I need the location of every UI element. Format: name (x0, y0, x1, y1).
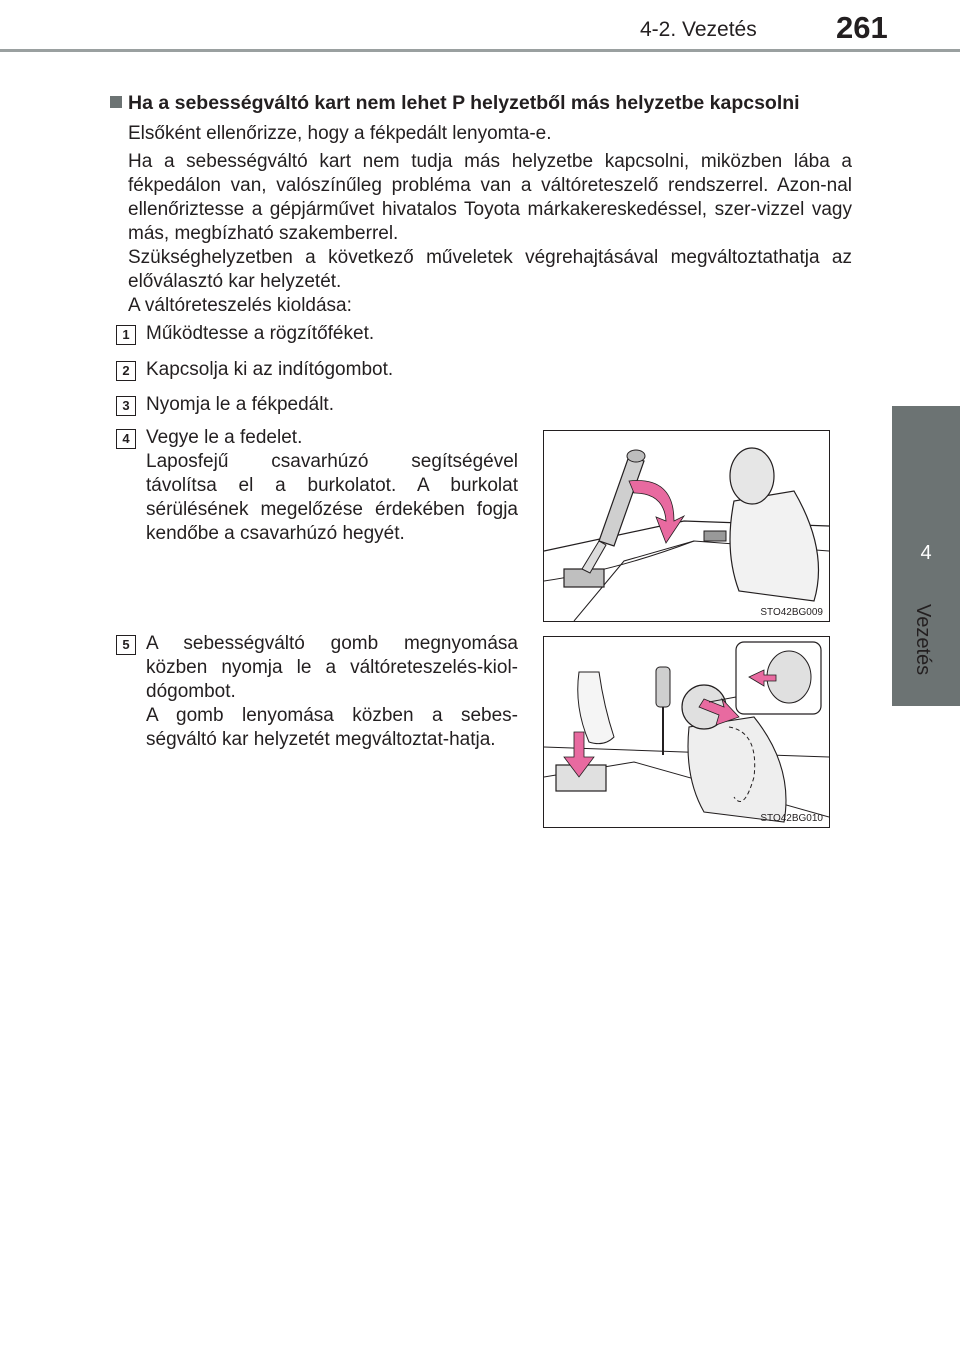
step-number-4: 4 (116, 429, 136, 449)
step-text-2: Kapcsolja ki az indítógombot. (146, 359, 394, 380)
paragraph: Ha a sebességváltó kart nem tudja más helyzetbe kapcsolni, miközben lába a fékpedálon van, valószínűleg probléma van a váltóreteszelő rendszerrel. Azon-nal ellenőriztesse a gépjárművet hivatalos Toyota márkakereskedéssel, szer-vizzel vagy más, megbízható szakemberrel. (128, 151, 852, 244)
step-number-3: 3 (116, 396, 136, 416)
cover-removal-drawing (544, 431, 829, 621)
step-number-1: 1 (116, 325, 136, 345)
side-tab-upper (892, 406, 960, 516)
paragraph: A váltóreteszelés kioldása: (128, 295, 352, 316)
chapter-label: Vezetés (912, 604, 934, 676)
header-divider (0, 49, 960, 52)
square-bullet-icon (110, 96, 122, 108)
heading-text: Ha a sebességváltó kart nem lehet P helyzetből más helyzetbe kapcsolni (128, 92, 800, 114)
figure-code: STO42BG009 (760, 607, 823, 618)
step-text-1: Működtesse a rögzítőféket. (146, 323, 375, 344)
page-number: 261 (836, 10, 888, 45)
section-heading (110, 92, 800, 115)
step-number-2: 2 (116, 361, 136, 381)
paragraph: Szükséghelyzetben a következő műveletek végrehajtásával megváltoztathatja az előválasztó kar helyzetét. (128, 247, 852, 292)
step-text-3: Nyomja le a fékpedált. (146, 394, 334, 415)
shift-lock-release-drawing (544, 637, 829, 827)
step-text-4: Vegye le a fedelet. Laposfejű csavarhúzó segítségével távolítsa el a burkolatot. A burkolat sérülésének megelőzése érdekében fogja kendőbe a csavarhúzó hegyét. (146, 427, 518, 544)
paragraph: Elsőként ellenőrizze, hogy a fékpedált lenyomta-e. (128, 123, 552, 144)
illustration-cover-removal (543, 430, 830, 622)
step-number-5: 5 (116, 635, 136, 655)
illustration-shift-lock-release (543, 636, 830, 828)
step-text-5: A sebességváltó gomb megnyomása közben nyomja le a váltóreteszelés-kiol-dógombot. A gomb lenyomása közben a sebes-ségváltó kar helyzetét megváltoztat-hatja. (146, 633, 518, 750)
section-title: 4-2. Vezetés (640, 18, 757, 41)
figure-code: STO42BG010 (760, 813, 823, 824)
chapter-number: 4 (920, 542, 932, 564)
chapter-tab (892, 516, 960, 596)
